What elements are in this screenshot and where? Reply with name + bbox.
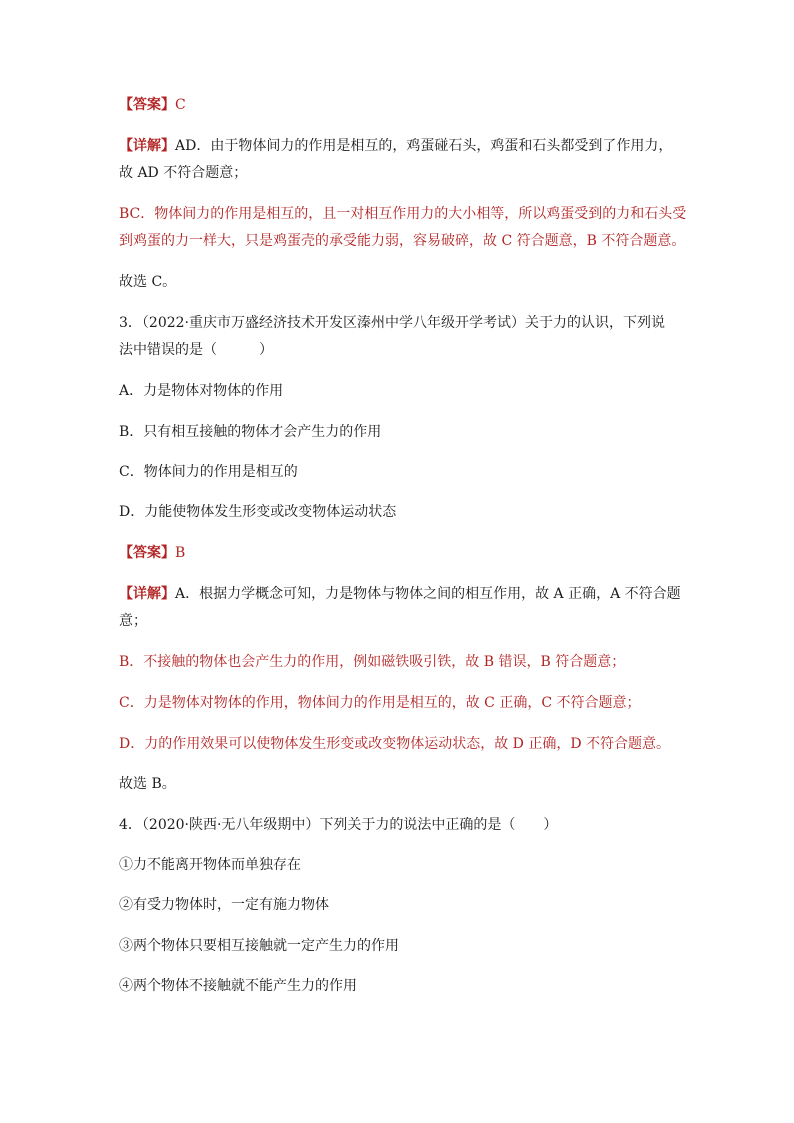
- answer-tag: 【答案】: [119, 97, 175, 113]
- detail-text: BC．物体间力的作用是相互的，且一对相互作用力的大小相等，所以鸡蛋受到的力和石头受: [119, 206, 687, 222]
- detail-text: C．力是物体对物体的作用，物体间力的作用是相互的，故 C 正确，C 不符合题意；: [119, 695, 641, 711]
- answer-line: [119, 544, 185, 562]
- option-a: A．力是物体对物体的作用: [119, 383, 284, 399]
- question-text: 3．（2022·重庆市万盛经济技术开发区溱州中学八年级开学考试）关于力的认识，下列说: [119, 315, 665, 331]
- conclusion-text: 故选 B。: [119, 776, 176, 792]
- detail-text: AD．由于物体间力的作用是相互的，鸡蛋碰石头，鸡蛋和石头都受到了作用力，: [175, 138, 673, 154]
- detail-text: B．不接触的物体也会产生力的作用，例如磁铁吸引铁，故 B 错误，B 符合题意；: [119, 654, 626, 670]
- detail-text: 故 AD 不符合题意；: [119, 165, 248, 181]
- detail-tag: 【详解】: [119, 586, 175, 602]
- question-text: 4．（2020·陕西·无八年级期中）下列关于力的说法中正确的是（ ）: [119, 817, 558, 833]
- option-b: B．只有相互接触的物体才会产生力的作用: [119, 424, 382, 440]
- statement-item: ①力不能离开物体而单独存在: [119, 857, 301, 873]
- detail-tag: 【详解】: [119, 138, 175, 154]
- answer-line: [119, 96, 186, 114]
- option-d: D．力能使物体发生形变或改变物体运动状态: [119, 504, 397, 520]
- answer-tag: 【答案】: [119, 545, 175, 561]
- answer-value: C: [175, 97, 186, 113]
- conclusion-text: 故选 C。: [119, 274, 177, 290]
- option-c: C．物体间力的作用是相互的: [119, 464, 298, 480]
- statement-item: ③两个物体只要相互接触就一定产生力的作用: [119, 938, 399, 954]
- detail-text: 到鸡蛋的力一样大，只是鸡蛋壳的承受能力弱，容易破碎，故 C 符合题意，B 不符合题意。: [119, 233, 686, 249]
- detail-line: [119, 137, 672, 155]
- detail-text: D．力的作用效果可以使物体发生形变或改变物体运动状态，故 D 正确，D 不符合题意。: [119, 736, 671, 752]
- detail-text: A．根据力学概念可知，力是物体与物体之间的相互作用，故 A 正确，A 不符合题: [175, 586, 681, 602]
- statement-item: ④两个物体不接触就不能产生力的作用: [119, 978, 357, 994]
- answer-value: B: [175, 545, 186, 561]
- statement-item: ②有受力物体时，一定有施力物体: [119, 897, 329, 913]
- question-text: 法中错误的是（ ）: [119, 342, 273, 358]
- detail-text: 意；: [119, 613, 147, 629]
- detail-line: [119, 585, 681, 603]
